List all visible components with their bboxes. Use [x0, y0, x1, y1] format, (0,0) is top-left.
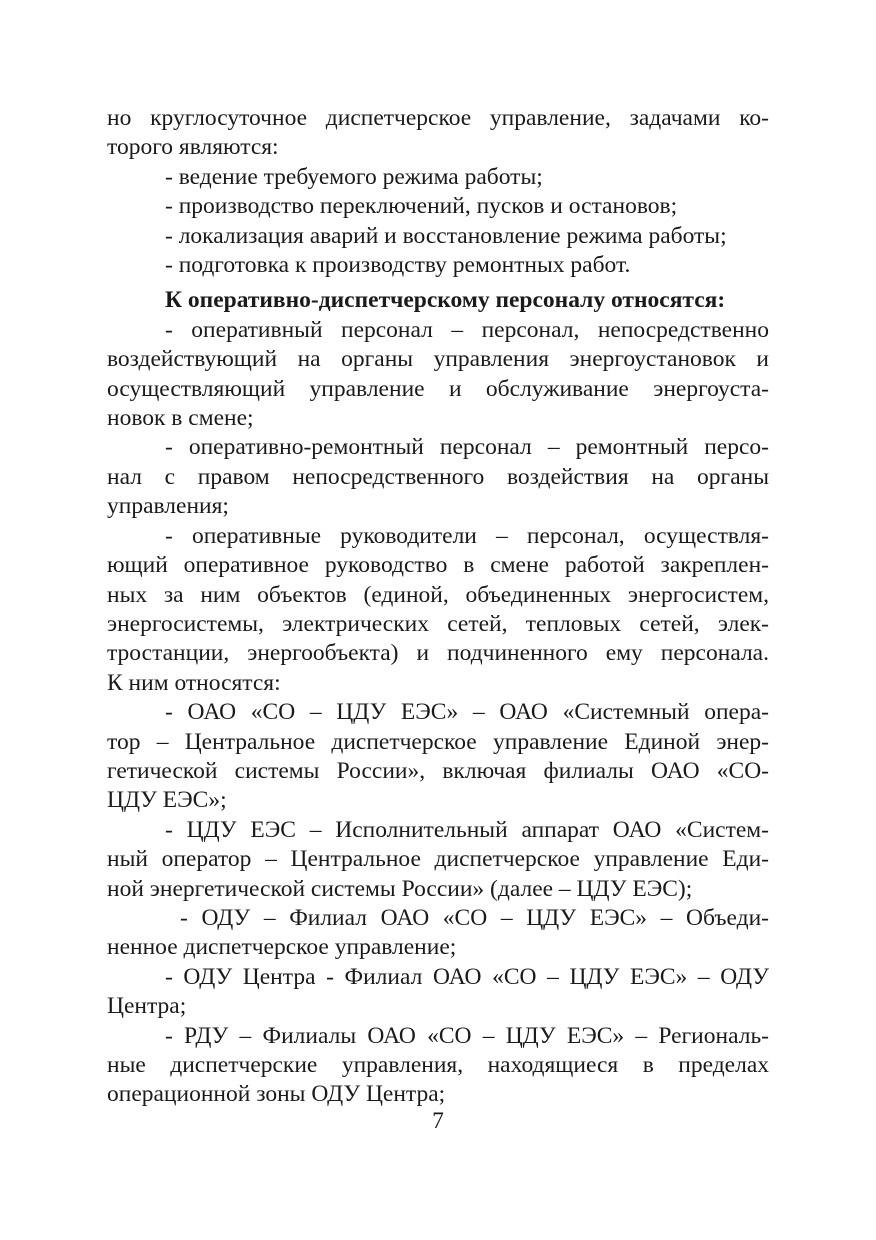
paragraph-repair-staff	[107, 433, 769, 521]
text-line: Центра;	[107, 993, 187, 1020]
text-line: - оперативный персонал – персонал, непосредственно	[165, 316, 769, 343]
text-line: ной энергетической системы России» (далее – ЦДУ ЕЭС);	[107, 875, 693, 902]
text-line: - ОДУ – Филиал ОАО «СО – ЦДУ ЕЭС» – Объеди-	[180, 904, 769, 931]
paragraph-operative-managers	[107, 522, 769, 698]
section-heading: К оперативно-диспетчерскому персоналу относятся:	[165, 287, 726, 314]
task-item: - производство переключений, пусков и остановов;	[165, 193, 678, 220]
text-line: операционной зоны ОДУ Центра;	[107, 1081, 446, 1108]
task-item: - подготовка к производству ремонтных работ.	[165, 252, 631, 279]
text-line: - оперативно-ремонтный персонал – ремонтный персо-	[165, 434, 769, 461]
task-item: - локализация аварий и восстановление режима работы;	[165, 222, 727, 249]
text-line: - ОДУ Центра - Филиал ОАО «СО – ЦДУ ЕЭС» – ОДУ	[165, 963, 769, 990]
text-line: ющий оперативное руководство в смене работой закреплен-	[107, 552, 769, 579]
text-line: К ним относятся:	[107, 669, 281, 696]
text-line: управления;	[107, 493, 229, 520]
text-line: тростанции, энергообъекта) и подчиненного ему персонала.	[107, 640, 769, 667]
text-line: - РДУ – Филиалы ОАО «СО – ЦДУ ЕЭС» – Региональ-	[165, 1022, 769, 1049]
text-line: воздействующий на органы управления энергоустановок и	[107, 346, 769, 373]
paragraph-operative-staff	[107, 316, 769, 434]
text-line: ных за ним объектов (единой, объединенных энергосистем,	[107, 581, 769, 608]
text-line: осуществляющий управление и обслуживание энергоуста-	[107, 375, 769, 402]
text-line: нал с правом непосредственного воздействия на органы	[107, 463, 769, 490]
text-line: торого являются:	[107, 134, 279, 161]
text-line: ЦДУ ЕЭС»;	[107, 787, 227, 814]
paragraph-odu-center	[107, 963, 769, 1022]
text-line: гетической системы России», включая филиалы ОАО «СО-	[107, 757, 769, 784]
paragraph-rdu	[107, 1022, 769, 1110]
text-line: тор – Центральное диспетчерское управление Единой энер-	[107, 728, 769, 755]
document-page	[107, 104, 769, 1110]
task-item: - ведение требуемого режима работы;	[165, 163, 543, 190]
page-number: 7	[432, 1108, 444, 1134]
text-line: но круглосуточное диспетчерское управление, задачами ко-	[107, 105, 769, 131]
paragraph-odu	[107, 904, 769, 963]
text-line: - оперативные руководители – персонал, осуществля-	[165, 522, 769, 549]
intro-paragraph	[107, 104, 769, 163]
paragraph-cdu	[107, 816, 769, 904]
text-line: энергосистемы, электрических сетей, тепловых сетей, элек-	[107, 610, 769, 637]
text-line: ный оператор – Центральное диспетчерское управление Еди-	[107, 846, 769, 873]
text-line: ные диспетчерские управления, находящиеся в пределах	[107, 1052, 769, 1078]
text-line: - ОАО «СО – ЦДУ ЕЭС» – ОАО «Системный опера-	[165, 699, 769, 726]
paragraph-so-ups	[107, 698, 769, 816]
text-line: ненное диспетчерское управление;	[107, 934, 457, 961]
text-line: - ЦДУ ЕЭС – Исполнительный аппарат ОАО «Систем-	[165, 816, 769, 843]
text-line: новок в смене;	[107, 405, 254, 432]
